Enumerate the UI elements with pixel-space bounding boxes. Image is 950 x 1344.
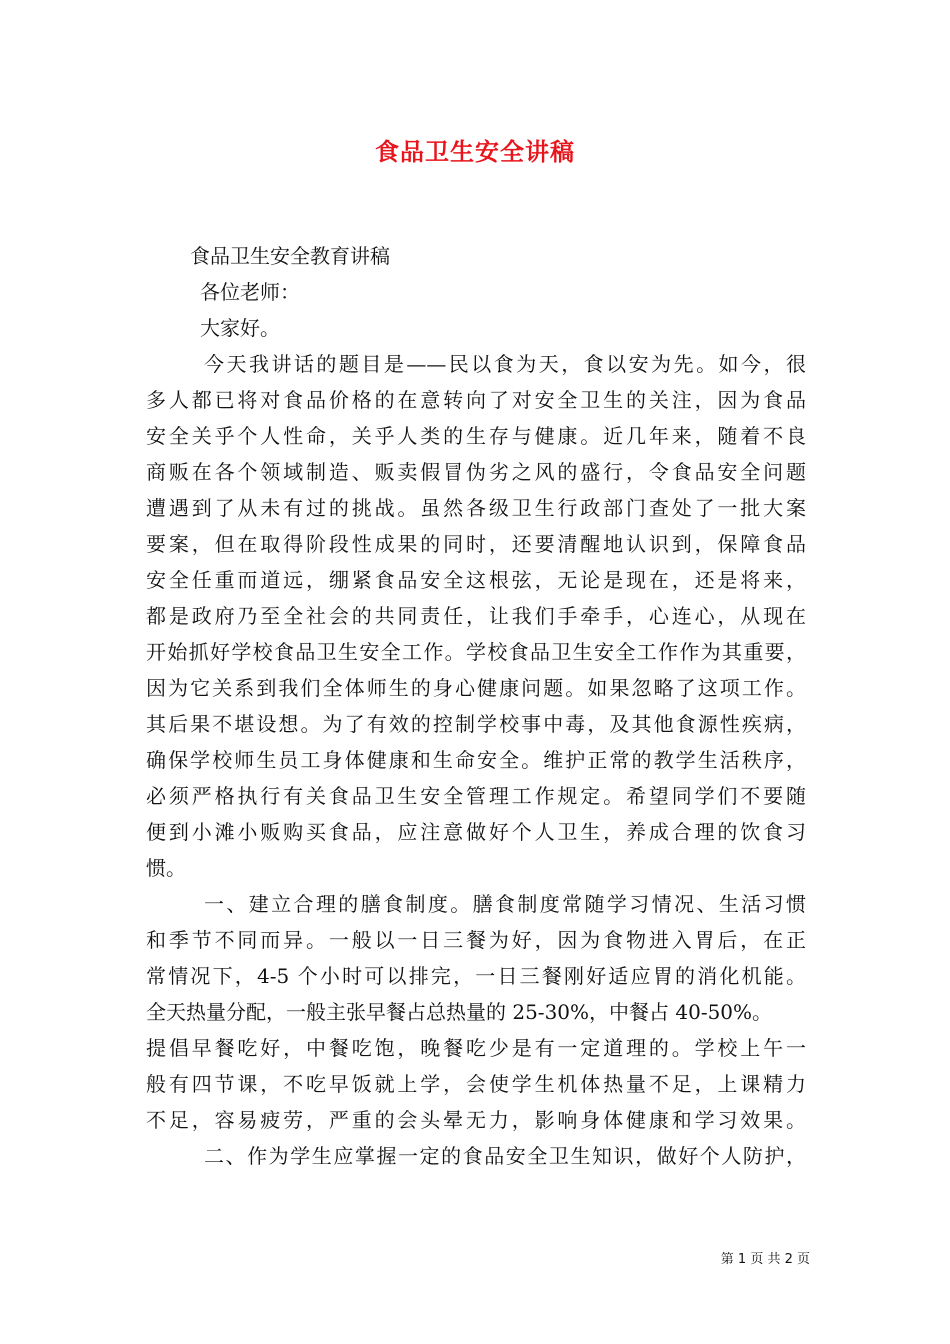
body-line: 要案，但在取得阶段性成果的同时，还要清醒地认识到，保障食品 (146, 532, 806, 556)
document-title: 食品卫生安全讲稿 (375, 138, 575, 166)
body-line: 全天热量分配，一般主张早餐占总热量的 25-30%，中餐占 40-50%。 (146, 1000, 773, 1024)
body-line: 便到小滩小贩购买食品，应注意做好个人卫生，养成合理的饮食习 (146, 820, 806, 844)
body-line: 一、建立合理的膳食制度。膳食制度常随学习情况、生活习惯 (204, 892, 806, 916)
body-line: 其后果不堪设想。为了有效的控制学校事中毒，及其他食源性疾病， (146, 712, 806, 736)
body-line: 确保学校师生员工身体健康和生命安全。维护正常的教学生活秩序， (146, 748, 806, 772)
body-line: 食品卫生安全教育讲稿 (190, 244, 390, 268)
body-line: 不足，容易疲劳，严重的会头晕无力，影响身体健康和学习效果。 (146, 1108, 806, 1132)
body-line: 般有四节课，不吃早饭就上学，会使学生机体热量不足，上课精力 (146, 1072, 806, 1096)
body-line: 今天我讲话的题目是——民以食为天，食以安为先。如今，很 (204, 352, 806, 376)
body-line: 开始抓好学校食品卫生安全工作。学校食品卫生安全工作作为其重要， (146, 640, 806, 664)
body-line: 因为它关系到我们全体师生的身心健康问题。如果忽略了这项工作。 (146, 676, 806, 700)
document-body (146, 238, 806, 1174)
body-line: 都是政府乃至全社会的共同责任，让我们手牵手，心连心，从现在 (146, 604, 806, 628)
body-line: 必须严格执行有关食品卫生安全管理工作规定。希望同学们不要随 (146, 784, 806, 808)
body-line: 二、作为学生应掌握一定的食品安全卫生知识，做好个人防护， (204, 1144, 806, 1168)
body-line: 安全关乎个人性命，关乎人类的生存与健康。近几年来，随着不良 (146, 424, 806, 448)
body-line: 提倡早餐吃好，中餐吃饱，晚餐吃少是有一定道理的。学校上午一 (146, 1036, 806, 1060)
body-line: 各位老师： (200, 280, 300, 304)
body-line: 安全任重而道远，绷紧食品安全这根弦，无论是现在，还是将来， (146, 568, 806, 592)
body-line: 大家好。 (200, 316, 280, 340)
page-number: 第 1 页 共 2 页 (720, 1252, 810, 1267)
body-line: 和季节不同而异。一般以一日三餐为好，因为食物进入胃后，在正 (146, 928, 806, 952)
body-line: 常情况下，4-5 个小时可以排完，一日三餐刚好适应胃的消化机能。 (146, 964, 806, 988)
body-line: 遭遇到了从未有过的挑战。虽然各级卫生行政部门查处了一批大案 (146, 496, 806, 520)
body-line: 多人都已将对食品价格的在意转向了对安全卫生的关注，因为食品 (146, 388, 806, 412)
body-line: 惯。 (146, 856, 186, 880)
body-line: 商贩在各个领域制造、贩卖假冒伪劣之风的盛行，令食品安全问题 (146, 460, 806, 484)
